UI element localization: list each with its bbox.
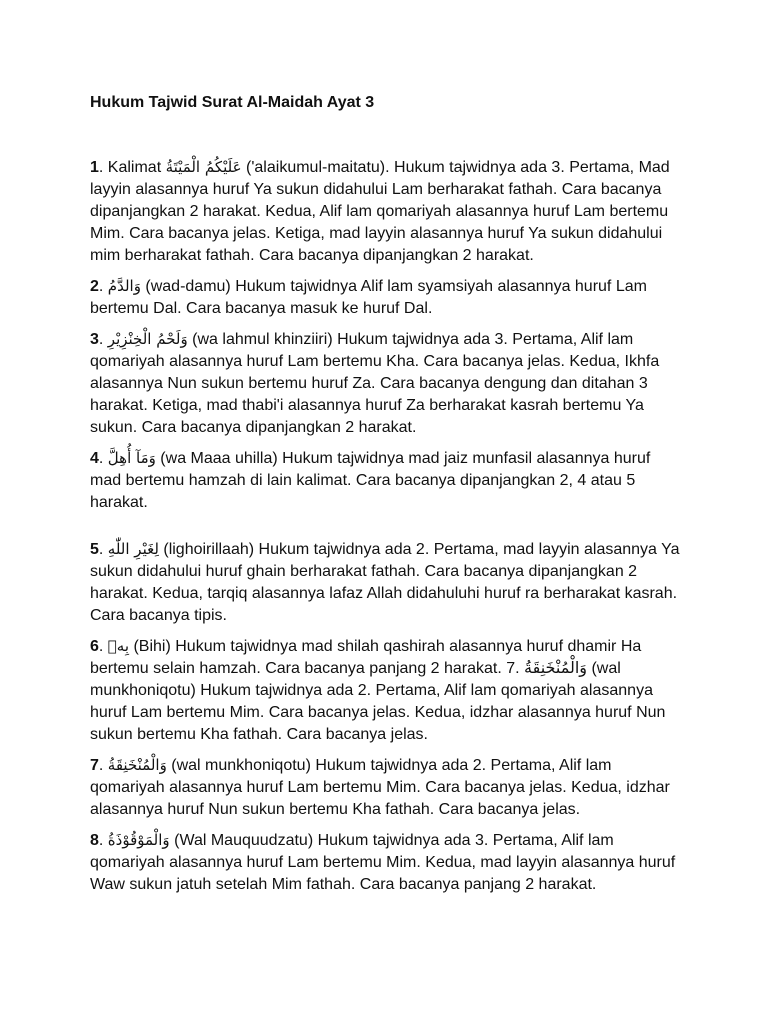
arabic-phrase: وَمَآ أُهِلَّ [107, 449, 156, 467]
list-item-3 [90, 328, 680, 439]
item-number: 7 [90, 757, 99, 774]
item-prefix: . [98, 331, 108, 348]
arabic-phrase: وَالدَّمُ [107, 277, 141, 295]
list-item-5 [90, 538, 680, 627]
item-prefix: . [98, 638, 108, 655]
item-text: ('alaikumul-maitatu). Hukum tajwidnya ada 3. Pertama, Mad layyin alasannya huruf Ya sukun didahului Lam berharakat fathah. Cara bacanya dipanjangkan 2 harakat. Kedua, Alif lam qomariyah alasannya huruf Lam bertemu Mim. Cara bacanya jelas. Ketiga, mad layyin alasannya huruf Ya sukun didahului mim berharakat fathah. Cara bacanya dipanjangkan 2 harakat. [90, 159, 670, 264]
arabic-phrase: لِغَيْرِ اللّٰهِ [107, 540, 159, 558]
item-number: 8 [90, 832, 99, 849]
document-page [90, 92, 680, 904]
item-number: 1 [90, 159, 99, 176]
arabic-phrase: بِهٖ [107, 637, 130, 655]
item-text: (wa lahmul khinziiri) Hukum tajwidnya ada 3. Pertama, Alif lam qomariyah alasannya huruf Lam bertemu Kha. Cara bacanya jelas. Kedua, Ikhfa alasannya Nun sukun bertemu huruf Za. Cara bacanya dengung dan ditahan 3 harakat. Ketiga, mad thabi'i alasannya huruf Za berharakat kasrah bertemu Ya sukun. Cara bacanya dipanjangkan 2 harakat. [90, 331, 660, 436]
item-prefix: . [98, 541, 108, 558]
list-item-4 [90, 447, 680, 514]
list-item-7 [90, 754, 680, 821]
arabic-phrase: وَلَحْمُ الْخِنْزِيْرِ [107, 330, 188, 348]
arabic-phrase: عَلَيْكُمُ الْمَيْتَةُ [165, 158, 242, 176]
list-item-2 [90, 275, 680, 320]
item-prefix: . [98, 832, 108, 849]
item-prefix: . Kalimat [98, 159, 166, 176]
item-text: (wal munkhoniqotu) Hukum tajwidnya ada 2. Pertama, Alif lam qomariyah alasannya huruf Lam bertemu Mim. Cara bacanya jelas. Kedua, idzhar alasannya huruf Nun sukun bertemu Kha fathah. Cara bacanya jelas. [90, 757, 670, 818]
item-text: (wa Maaa uhilla) Hukum tajwidnya mad jaiz munfasil alasannya huruf mad bertemu hamzah di lain kalimat. Cara bacanya dipanjangkan 2, 4 atau 5 harakat. [90, 450, 651, 511]
item-number: 3 [90, 331, 99, 348]
arabic-phrase: وَالْمَوْقُوْذَةُ [107, 831, 170, 849]
item-text: (Wal Mauquudzatu) Hukum tajwidnya ada 3. Pertama, Alif lam qomariyah alasannya huruf Lam bertemu Mim. Kedua, mad layyin alasannya huruf Waw sukun jatuh setelah Mim fathah. Cara bacanya panjang 2 harakat. [90, 832, 676, 893]
item-prefix: . [98, 450, 108, 467]
item-text: (wad-damu) Hukum tajwidnya Alif lam syamsiyah alasannya huruf Lam bertemu Dal. Cara bacanya masuk ke huruf Dal. [90, 278, 647, 317]
list-item-8 [90, 829, 680, 896]
item-text: (Bihi) Hukum tajwidnya mad shilah qashirah alasannya huruf dhamir Ha bertemu selain hamzah. Cara bacanya panjang 2 harakat. 7. وَالْمُنْخَنِقَةُ (wal munkhoniqotu) Hukum tajwidnya ada 2. Pertama, Alif lam qomariyah alasannya huruf Lam bertemu Mim. Cara bacanya jelas. Kedua, idzhar alasannya huruf Nun sukun bertemu Kha fathah. Cara bacanya jelas. [90, 638, 666, 743]
item-number: 4 [90, 450, 99, 467]
document-title: Hukum Tajwid Surat Al-Maidah Ayat 3 [90, 94, 375, 111]
list-item-6 [90, 635, 680, 746]
item-number: 6 [90, 638, 99, 655]
list-item-1 [90, 156, 680, 267]
item-number: 2 [90, 278, 99, 295]
item-prefix: . [98, 757, 108, 774]
arabic-phrase: وَالْمُنْخَنِقَةُ [107, 756, 167, 774]
item-text: (lighoirillaah) Hukum tajwidnya ada 2. Pertama, mad layyin alasannya Ya sukun didahului huruf ghain berharakat fathah. Cara bacanya dipanjangkan 2 harakat. Kedua, tarqiq alasannya lafaz Allah didahuluhi huruf ra berharakat kasrah. Cara bacanya tipis. [90, 541, 680, 624]
item-prefix: . [98, 278, 108, 295]
item-number: 5 [90, 541, 99, 558]
